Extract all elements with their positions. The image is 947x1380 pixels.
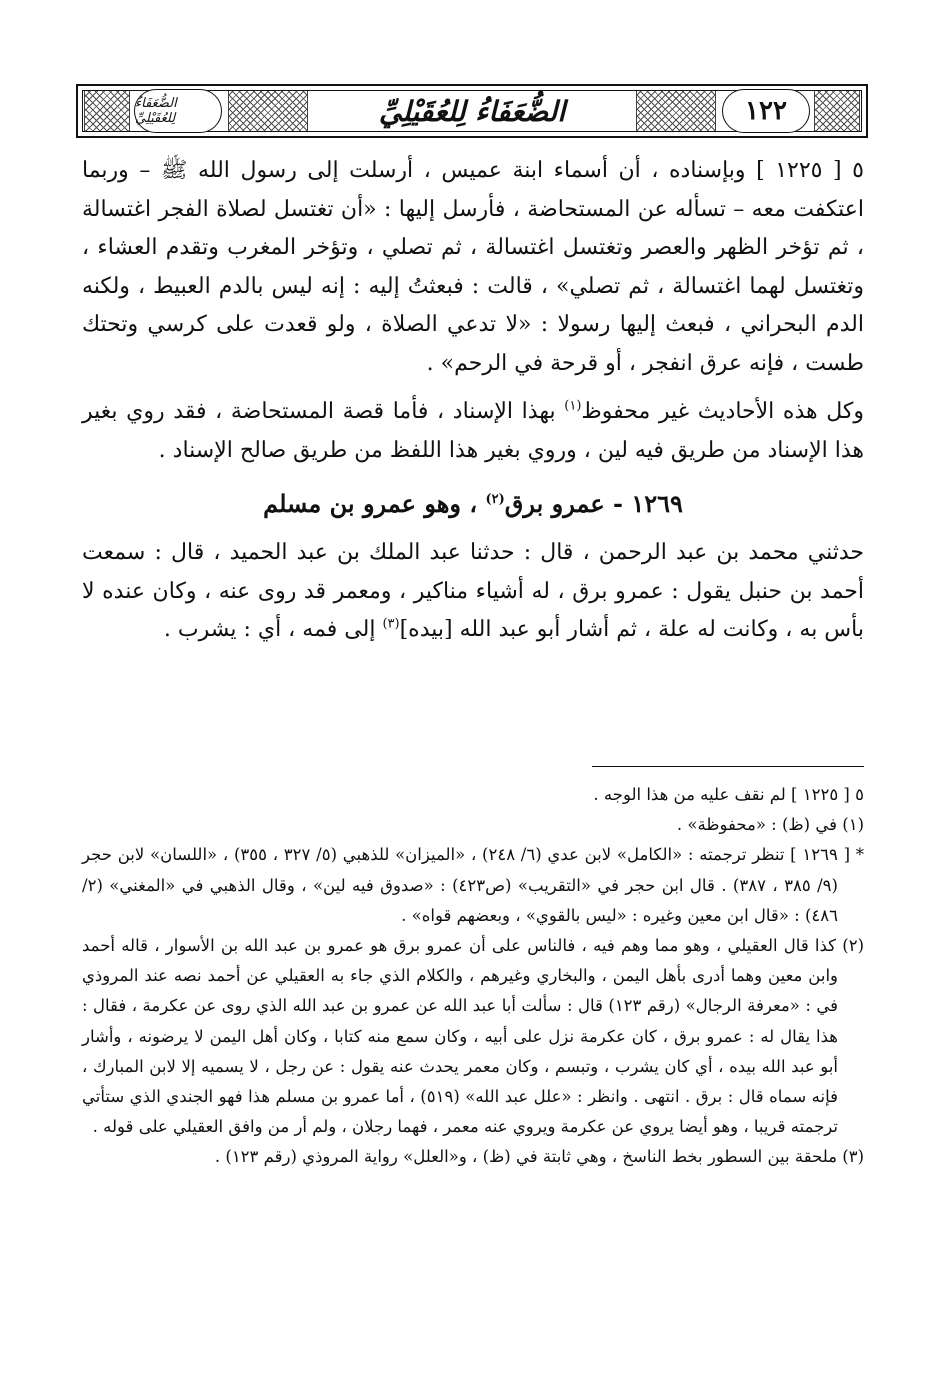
ornament-left-outer [84,90,130,132]
biography-paragraph [82,534,864,650]
section-title [82,484,864,524]
section-title-alias: ، وهو عمرو بن مسلم [263,489,478,518]
ornament-right-outer [814,90,860,132]
commentary-paragraph [82,393,864,470]
footnote-2: (٢) كذا قال العقيلي ، وهو مما وهم فيه ، فالناس على أن عمرو برق هو عمرو بن عبد الله بن الأسوار ، قاله أحمد وابن معين وهما أدرى بأهل اليمن ، والبخاري وغيرهم ، والكلام الذي جاء به العقيلي عن أحمد نصه عند المروذي في : «معرفة الرجال» (رقم ١٢٣) قال : سألت أبا عبد الله عن عمرو بن عبد الله الذي روى عن عكرمة ، فقال : هذا يقال له : عمرو برق ، كان عكرمة نزل على أبيه ، وكان سمع منه كتابا ، وكان أهل اليمن لا يرضونه ، وأشار أبو عبد الله بيده ، أي كان يشرب ، وتبسم ، وكان معمر يحدث عنه يقول : عن رجل ، لا يسميه إلا لابن المبارك ، فإنه سماه قال : برق . انتهى . وانظر : «علل عبد الله» (٥١٩) ، أما عمرو بن مسلم هذا فهو الجندي الذي ستأتي ترجمته قريبا ، وهو أيضا يروي عن عكرمة ويروي عنه معمر ، فهما رجلان ، ولم أر من وافق العقيلي على قوله . [82,936,864,1137]
biography-text-a: حدثني محمد بن عبد الرحمن ، قال : حدثنا عبد الملك بن عبد الحميد ، قال : سمعت أحمد بن حنبل يقول : عمرو برق ، له أشياء مناكير ، ومعمر قد روى عنه ، وكان عنده لا بأس به ، وكانت له علة ، ثم أشار أبو عبد الله [بيده] [82,540,864,642]
footnote-mark-2: (٢) [485,492,505,507]
ornament-right-inner [636,90,716,132]
hadith-paragraph: ٥ [ ١٢٢٥ ] وبإسناده ، أن أسماء ابنة عميس ، أرسلت إلى رسول الله ﷺ – وربما اعتكفت معه – تسأله عن المستحاضة ، فأرسل إليها : «أن تغتسل لصلاة الفجر اغتسالة ، ثم تؤخر الظهر والعصر وتغتسل اغتسالة ، ثم تصلي ، وتؤخر المغرب وتقدم العشاء ، وتغتسل لهما اغتسالة ، ثم تصلي» ، قالت : فبعثتُ إليه : إنه ليس بالدم العبيط ، ولكنه الدم البحراني ، فبعث إليها رسولا : «لا تدعي الصلاة ، ولو قعدت على كرسي وتحتك طست ، فإنه عرق انفجر ، أو قرحة في الرحم» . [82,158,864,376]
footnote-1: (١) في (ظ) : «محفوظة» . [676,815,864,835]
book-emblem-text: الضُّعَفَاءُ لِلعُقَيْلِيِّ [135,96,177,126]
commentary-text-a: وكل هذه الأحاديث غير محفوظ [581,399,865,424]
page-number-cartouche [722,89,810,133]
commentary-text-b: بهذا الإسناد ، فأما قصة المستحاضة ، فقد روي بغير هذا الإسناد من طريق فيه لين ، وروي بغير هذا اللفظ من طريق صالح الإسناد . [82,399,864,463]
footnote-3: (٣) ملحقة بين السطور بخط الناسخ ، وهي ثابتة في (ظ) ، و«العلل» رواية المروذي (رقم ١٢٣) . [214,1147,864,1167]
book-emblem [134,89,222,133]
footnote-mark-3: (٣) [382,616,400,632]
page-number: ١٢٢ [745,96,787,126]
footnote-separator [592,766,864,767]
footnote-1269: * [ ١٢٦٩ ] تنظر ترجمته : «الكامل» لابن عدي (٦/ ٢٤٨) ، «الميزان» للذهبي (٥/ ٣٢٧ ، ٣٥٥) ، «اللسان» لابن حجر (٩/ ٣٨٥ ، ٣٨٧) . قال ابن حجر في «التقريب» (ص٤٢٣) : «صدوق فيه لين» ، وقال الذهبي في «المغني» (٢/ ٤٨٦) : «قال ابن معين وغيره : «ليس بالقوي» ، وبعضهم قواه» . [82,845,865,925]
footnote-mark-1: (١) [564,398,582,414]
ornament-left-inner [228,90,308,132]
running-title: الضُّعَفَاءُ لِلعُقَيْلِيِّ [365,95,579,128]
page-header [76,84,868,138]
footnote-1225: ٥ [ ١٢٢٥ ] لم نقف عليه من هذا الوجه . [593,785,864,804]
main-text [82,152,864,650]
footnotes [82,780,864,1173]
section-title-name: ١٢٦٩ - عمرو برق [504,489,683,518]
biography-text-b: إلى فمه ، أي : يشرب . [163,617,376,642]
